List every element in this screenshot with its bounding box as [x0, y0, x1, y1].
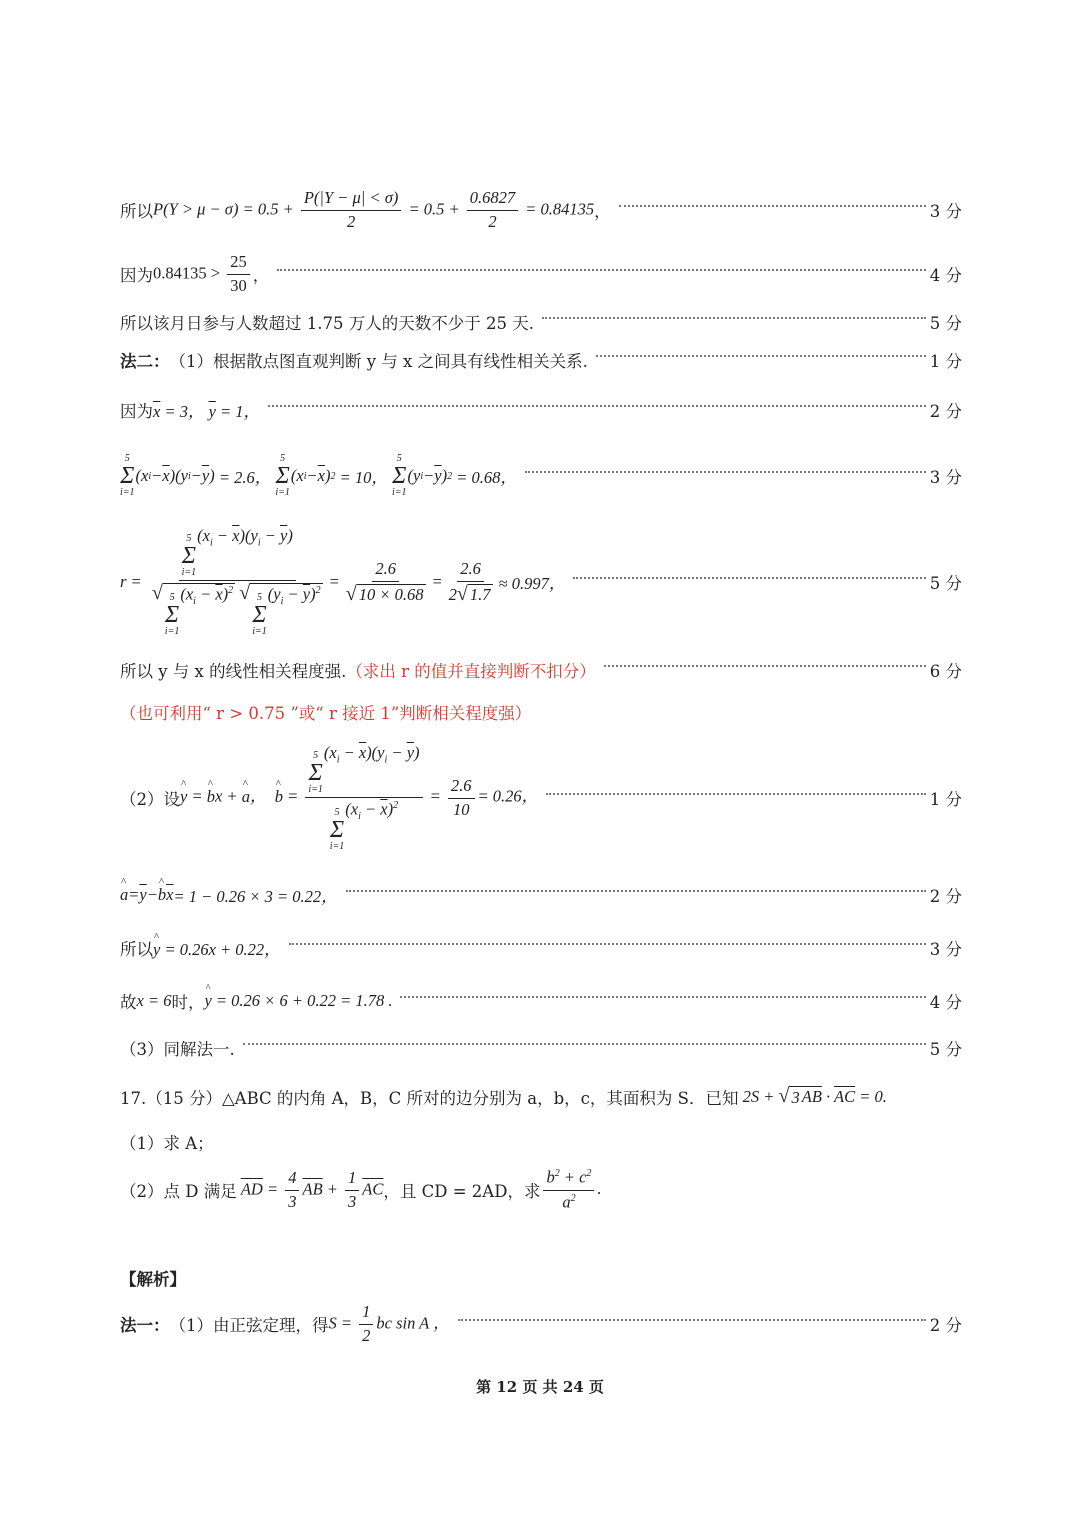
formula: S = $\frac{1}{2}$ bc sin A ，: [328, 1301, 450, 1345]
method-label: 法一：: [120, 1316, 170, 1335]
leader-dots: [619, 205, 926, 207]
leader-dots: [604, 665, 926, 667]
text: 所以该月日参与人数超过 1.75 万人的天数不少于 25 天.: [120, 314, 534, 333]
line-10: [120, 743, 962, 852]
line-13: [120, 988, 962, 1014]
text: （3）同解法一.: [120, 1040, 235, 1059]
score: 5 分: [929, 574, 962, 593]
text: 所以 y 与 x 的线性相关程度强.: [120, 662, 347, 681]
analysis-heading: 【解析】: [120, 1270, 186, 1289]
formula: ^ y = 0.26x + 0.22，: [153, 936, 281, 960]
line-15: [120, 1084, 962, 1110]
leader-dots: [542, 317, 926, 319]
score: 6 分: [929, 662, 962, 681]
formula: ^ a = $\overline{y}$ − ^ b $\overline{x}$ = 1 − 0.26 × 3 = 0.22，: [120, 883, 338, 907]
line-17: [120, 1166, 962, 1214]
score: 4 分: [929, 266, 962, 285]
formula: ^ y = ^ bx + ^ a， ^ b = 5 Σ i=1 $(x_i - \overline{x})(y_i - \overline{y})$ 5 Σ i=1 $(x_i - \overline{x})^2$ = $\frac{2.6}{10}$ = 0.26，: [180, 744, 538, 852]
score: 3 分: [929, 202, 962, 221]
line-5: [120, 397, 962, 423]
text-lead: （2）设: [120, 790, 180, 809]
line-18: [120, 1266, 962, 1290]
score: 1 分: [929, 352, 962, 371]
score: 2 分: [929, 402, 962, 421]
leader-dots: [546, 793, 926, 795]
line-8: [120, 658, 962, 682]
text-lead: 因为: [120, 402, 153, 421]
formula: $\overline{x} = 3$， $\overline{y} = 1$，: [153, 402, 261, 421]
line-19: [120, 1301, 962, 1345]
text-lead: 所以: [120, 202, 153, 221]
formula: x = 6: [136, 991, 172, 1010]
text-lead: 故: [120, 993, 137, 1012]
formula: $\frac{b^2 + c^2}{a^2}$ .: [540, 1168, 601, 1212]
leader-dots: [243, 1043, 926, 1045]
leader-dots: [458, 1319, 926, 1321]
text-mid: ，且 CD = 2AD，求: [383, 1182, 541, 1201]
score: 3 分: [929, 940, 962, 959]
text-lead: （1）由正弦定理，得: [169, 1316, 329, 1335]
leader-dots: [525, 471, 926, 473]
leader-dots: [573, 577, 925, 579]
line-6: [120, 452, 962, 500]
line-11: [120, 882, 962, 908]
page-footer: 第 12 页 共 24 页: [476, 1378, 604, 1396]
leader-dots: [277, 269, 926, 271]
text-lead: 因为: [120, 266, 153, 285]
score: 2 分: [929, 887, 962, 906]
formula: 2S + √ 3 $\overline{AB} \cdot \overline{AC} = 0$.: [742, 1085, 887, 1107]
text: （1）根据散点图直观判断 y 与 x 之间具有线性相关关系.: [169, 352, 588, 371]
line-12: [120, 935, 962, 961]
line-9: [120, 700, 962, 724]
text-tail: ，: [252, 266, 270, 285]
text: （1）求 A；: [120, 1134, 214, 1153]
formula: ^ y = 0.26 × 6 + 0.22 = 1.78 .: [204, 991, 392, 1011]
line-7: [120, 526, 962, 637]
line-1: [120, 187, 962, 231]
score: 5 分: [929, 1040, 962, 1059]
text-mid: 时，: [171, 993, 205, 1012]
text-lead: （2）点 D 满足: [120, 1182, 237, 1201]
red-note: （求出 r 的值并直接判断不扣分）: [346, 662, 596, 681]
formula: r = 5 Σ i=1 $(x_i - \overline{x})(y_i - \overline{y})$ √ 5 Σ i=1 $(x_i - \overline{x})^2$ √ 5 Σ i=1 $(y_i - \overline{y})^2$ = 2.6 √ 10 × 0.68 = 2.6 2 √ 1.7 ≈ 0.997，: [120, 526, 566, 637]
score: 4 分: [929, 993, 962, 1012]
leader-dots: [346, 890, 926, 892]
formula: 5 Σ i=1 (x i − $\overline{x}$ )(y i − $\overline{y}$ ) = 2.6， 5 Σ i=1 (x i − $\overline{x}$ ) 2 = 10， 5 Σ i=1 (y i − $\overline{y}$ ) 2 = 0.68，: [120, 453, 517, 498]
score: 3 分: [929, 468, 962, 487]
leader-dots: [268, 405, 926, 407]
line-2: [120, 251, 962, 295]
formula: P(Y > μ − σ) = 0.5 + $\frac{P(|Y - \mu| < \sigma)}{2}$ = 0.5 + $\frac{0.6827}{2}$ = 0.84135: [153, 187, 595, 231]
text-tail: ，: [594, 202, 611, 221]
line-14: [120, 1036, 962, 1060]
score: 2 分: [929, 1316, 962, 1335]
line-16: [120, 1130, 962, 1154]
text-lead: 所以: [120, 940, 153, 959]
score: 5 分: [929, 314, 962, 333]
method-label: 法二：: [120, 352, 170, 371]
line-3: [120, 310, 962, 334]
red-note: （也可利用“ r > 0.75 ”或“ r 接近 1”判断相关程度强）: [120, 704, 532, 723]
problem-text: 17.（15 分）△ABC 的内角 A，B，C 所对的边分别为 a，b，c，其面积为 S．已知: [120, 1089, 739, 1108]
leader-dots: [289, 943, 926, 945]
formula: $\overline{AD}$ = $\frac{4}{3}$ $\overline{AB}$ + $\frac{1}{3}$ $\overline{AC}$: [240, 1167, 384, 1211]
line-4: [120, 348, 962, 372]
leader-dots: [400, 996, 925, 998]
formula: 0.84135 > $\frac{25}{30}$: [153, 253, 253, 296]
leader-dots: [596, 355, 926, 357]
score: 1 分: [929, 790, 962, 809]
